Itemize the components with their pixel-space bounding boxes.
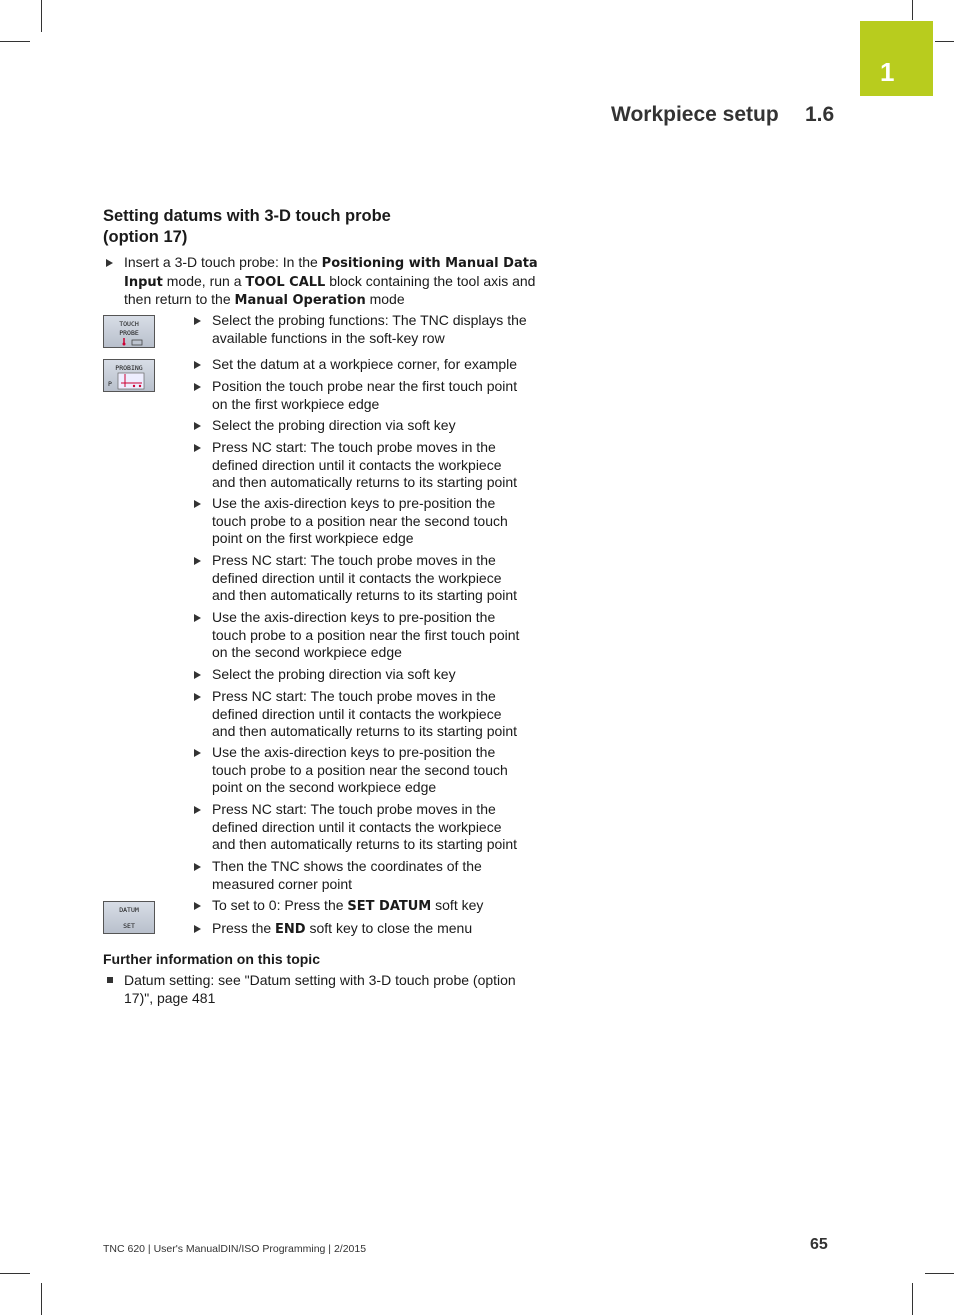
arrow-bullet-icon [194, 317, 201, 325]
text-line: Insert a 3-D touch probe: In the Positioning with Manual Data [124, 254, 538, 271]
arrow-bullet-icon [194, 422, 201, 430]
arrow-bullet-icon [194, 806, 201, 814]
step-item: To set to 0: Press the SET DATUM soft key [212, 897, 484, 914]
arrow-bullet-icon [106, 259, 113, 267]
step-item: Press NC start: The touch probe moves in the defined direction until it contacts the workpiece and then automatically returns to its starting point [212, 688, 518, 740]
probe-icon [120, 338, 144, 346]
chapter-number: 1 [880, 57, 895, 87]
step-item: Select the probing direction via soft key [212, 417, 456, 433]
heading-line: Setting datums with 3-D touch probe [103, 207, 391, 225]
arrow-bullet-icon [194, 693, 201, 701]
crop-mark [0, 41, 30, 42]
step-item: Press NC start: The touch probe moves in the defined direction until it contacts the workpiece and then automatically returns to its starting point [212, 552, 518, 604]
corner-probing-icon [116, 371, 146, 391]
chapter-tab [860, 21, 933, 96]
page-number: 65 [810, 1236, 828, 1253]
arrow-bullet-icon [194, 557, 201, 565]
arrow-bullet-icon [194, 749, 201, 757]
text-line: then return to the Manual Operation mode [124, 291, 405, 309]
page-heading [103, 206, 391, 248]
section-number: 1.6 [805, 103, 835, 126]
footer-text: TNC 620 | User's ManualDIN/ISO Programming | 2/2015 [103, 1243, 367, 1255]
arrow-bullet-icon [194, 444, 201, 452]
step-item: Press the END soft key to close the menu [212, 920, 473, 937]
step-item: Press NC start: The touch probe moves in the defined direction until it contacts the workpiece and then automatically returns to its starting point [212, 439, 518, 491]
crop-mark [935, 41, 954, 42]
datum-set-softkey[interactable]: DATUM SET [103, 901, 155, 934]
step-item: Use the axis-direction keys to pre-position the touch probe to a position near the second touch point on the first workpiece edge [212, 495, 508, 547]
arrow-bullet-icon [194, 361, 201, 369]
further-info-item: Datum setting: see "Datum setting with 3-D touch probe (option 17)", page 481 [124, 972, 516, 1006]
crop-mark [912, 1283, 913, 1315]
arrow-bullet-icon [194, 383, 201, 391]
arrow-bullet-icon [194, 614, 201, 622]
arrow-bullet-icon [194, 925, 201, 933]
crop-mark [0, 1273, 30, 1274]
softkey-prefix: P [108, 380, 112, 388]
arrow-bullet-icon [194, 863, 201, 871]
crop-mark [925, 1273, 954, 1274]
heading-line: (option 17) [103, 228, 188, 246]
intro-paragraph [124, 254, 554, 310]
crop-mark [41, 1283, 42, 1315]
step-item: Position the touch probe near the first touch point on the first workpiece edge [212, 378, 518, 412]
section-title: Workpiece setup [611, 103, 779, 126]
step-item: Use the axis-direction keys to pre-position the touch probe to a position near the second touch point on the second workpiece edge [212, 744, 508, 796]
probing-softkey[interactable]: PROBING P [103, 359, 155, 392]
step-item: Select the probing direction via soft key [212, 666, 456, 682]
step-item: Select the probing functions: The TNC displays the available functions in the soft-key row [212, 312, 527, 346]
step-item: Use the axis-direction keys to pre-position the touch probe to a position near the first touch point on the second workpiece edge [212, 609, 520, 661]
step-item: Then the TNC shows the coordinates of the measured corner point [212, 858, 482, 892]
step-item: Press NC start: The touch probe moves in the defined direction until it contacts the workpiece and then automatically returns to its starting point [212, 801, 518, 853]
arrow-bullet-icon [194, 902, 201, 910]
arrow-bullet-icon [194, 671, 201, 679]
square-bullet-icon [107, 977, 113, 983]
crop-mark [912, 0, 913, 20]
step-item: Set the datum at a workpiece corner, for example [212, 356, 518, 372]
text-line: Input mode, run a TOOL CALL block containing the tool axis and [124, 272, 536, 290]
arrow-bullet-icon [194, 500, 201, 508]
further-info-heading: Further information on this topic [103, 951, 320, 967]
crop-mark [41, 0, 42, 32]
touch-probe-softkey[interactable]: TOUCH PROBE [103, 315, 155, 348]
